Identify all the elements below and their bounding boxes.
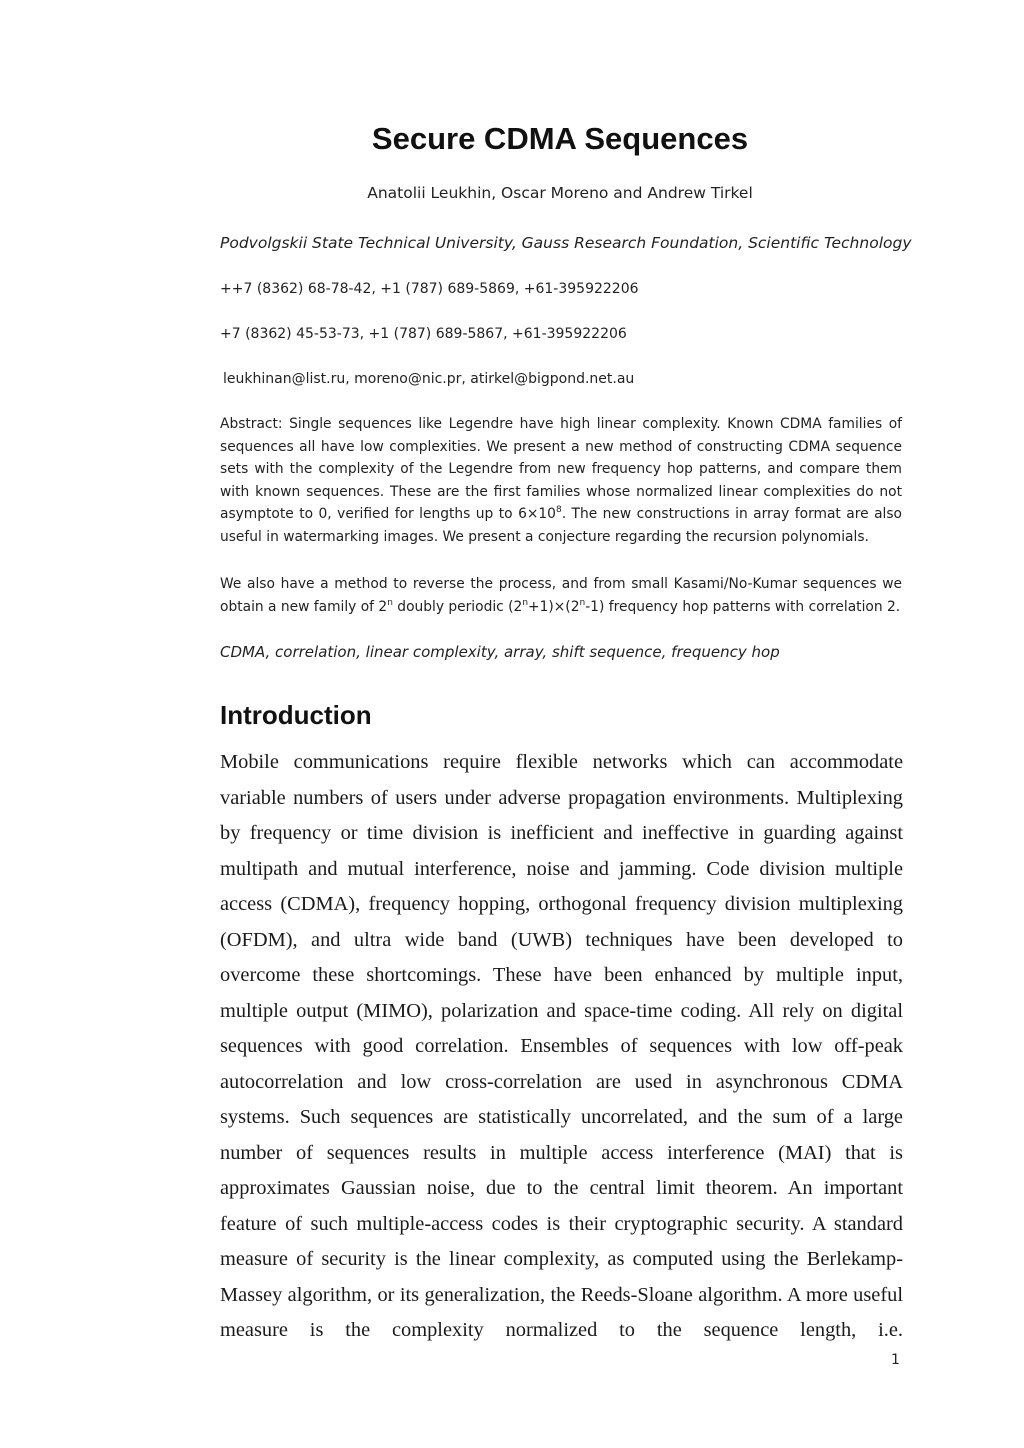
reverse-text-2: doubly periodic (2 xyxy=(392,598,523,615)
reverse-method-paragraph xyxy=(220,573,902,618)
abstract-text-start: Abstract: Single sequences like Legendre have high linear complexity. Known CDMA families of sequences all have low complexities. We present a new method of constructing CDMA sequence sets with the complexity of the Legendre from new frequency hop patterns, and compare them with known sequences. These are the first families whose normalized linear complexities do not asymptote to 0, verified for lengths up to 6×10 xyxy=(220,416,902,522)
paper-affiliation: Podvolgskii State Technical University, Gauss Research Foundation, Scientific Technology xyxy=(220,234,912,252)
abstract-paragraph xyxy=(220,413,902,548)
reverse-exponent-2: n xyxy=(522,597,529,608)
abstract-text-end: . The new constructions in array format are also useful in watermarking images. We present a conjecture regarding the recursion polynomials. xyxy=(220,506,902,545)
author-emails: leukhinan@list.ru, moreno@nic.pr, atirkel@bigpond.net.au xyxy=(223,371,635,387)
phone-numbers-2: +7 (8362) 45-53-73, +1 (787) 689-5867, +61-395922206 xyxy=(220,326,627,342)
introduction-body-text: Mobile communications require flexible networks which can accommodate variable numbers of users under adverse propagation environments. Multiplexing by frequency or time division is inefficient and ineffective in guarding against multipath and mutual interference, noise and jamming. Code division multiple access (CDMA), frequency hopping, orthogonal frequency division multiplexing (OFDM), and ultra wide band (UWB) techniques have been developed to overcome these shortcomings. These have been enhanced by multiple input, multiple output (MIMO), polarization and space-time coding. All rely on digital sequences with good correlation. Ensembles of sequences with low off-peak autocorrelation and low cross-correlation are used in asynchronous CDMA systems. Such sequences are statistically uncorrelated, and the sum of a large number of sequences results in multiple access interference (MAI) that is approximates Gaussian noise, due to the central limit theorem. An important feature of such multiple-access codes is their cryptographic security. A standard measure of security is the linear complexity, as computed using the Berlekamp-Massey algorithm, or its generalization, the Reeds-Sloane algorithm. A more useful measure is the complexity normalized to the sequence length, i.e. xyxy=(220,751,903,1341)
reverse-text-3: +1)×(2 xyxy=(528,598,580,615)
abstract-exponent: 8 xyxy=(555,505,562,515)
section-heading-introduction: Introduction xyxy=(220,700,372,730)
reverse-text-1: We also have a method to reverse the process, and from small Kasami/No-Kumar sequences we obtain a new family of 2 xyxy=(220,576,902,615)
paper-title: Secure CDMA Sequences xyxy=(371,121,749,156)
reverse-text-4: -1) frequency hop patterns with correlation 2. xyxy=(585,598,901,615)
paper-authors: Anatolii Leukhin, Oscar Moreno and Andrew Tirkel xyxy=(367,184,753,202)
page-number: 1 xyxy=(891,1352,900,1368)
paper-keywords: CDMA, correlation, linear complexity, array, shift sequence, frequency hop xyxy=(220,643,780,661)
reverse-exponent-1: n xyxy=(387,597,393,608)
phone-numbers-1: ++7 (8362) 68-78-42, +1 (787) 689-5869, +61-395922206 xyxy=(220,281,639,297)
reverse-exponent-3: n xyxy=(579,597,586,608)
